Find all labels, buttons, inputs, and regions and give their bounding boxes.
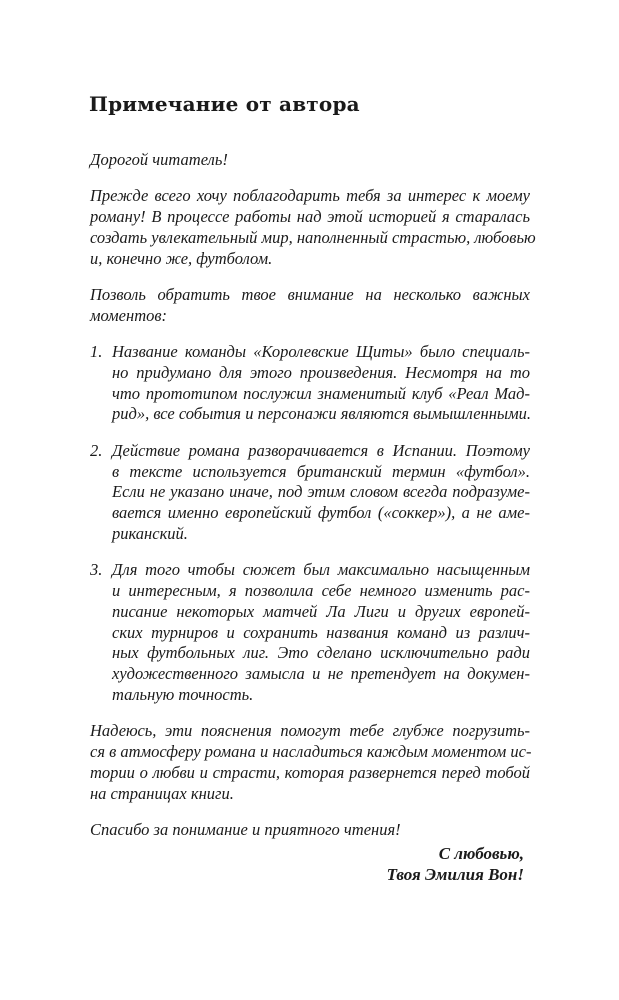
closing-line: Надеюсь, эти пояснения помогут тебе глубже погрузить- xyxy=(90,721,530,741)
list-item-line: что прототипом послужил знаменитый клуб «Реал Мад- xyxy=(112,383,530,403)
lead-line: моментов: xyxy=(90,305,168,325)
list-item-line: риканский. xyxy=(112,523,188,543)
list-item-line: ных футбольных лиг. Это сделано исключительно ради xyxy=(112,643,530,663)
note-body xyxy=(90,150,536,841)
greeting-text: Дорогой читатель! xyxy=(90,150,228,169)
list-item-line: но придумано для этого произведения. Несмотря на то xyxy=(112,362,530,382)
closing-line: тории о любви и страсти, которая развернется перед тобой xyxy=(90,762,530,782)
paragraph-gap xyxy=(90,171,530,187)
list-item-number: 2. xyxy=(90,440,103,460)
list-item-line: Название команды «Королевские Щиты» было специаль- xyxy=(112,342,530,362)
thanks-paragraph xyxy=(90,820,530,841)
intro-line: и, конечно же, футболом. xyxy=(90,248,273,268)
paragraph-gap xyxy=(90,805,530,821)
page-title: Примечание от автора xyxy=(89,92,360,116)
paragraph-gap xyxy=(90,327,530,343)
paragraph-gap xyxy=(90,425,530,441)
list-item xyxy=(90,342,530,425)
paragraph-gap xyxy=(90,269,530,285)
list-item-line: Действие романа разворачивается в Испании. Поэтому xyxy=(112,440,530,460)
list-item xyxy=(90,441,530,545)
closing-line: на страницах книги. xyxy=(90,783,234,803)
list-item-line: художественного замысла и не претендует на докумен- xyxy=(112,664,530,684)
list-item-line: писание некоторых матчей Ла Лиги и других европей- xyxy=(112,601,530,621)
intro-line: роману! В процессе работы над этой историей я старалась xyxy=(90,207,530,227)
intro-line: Прежде всего хочу поблагодарить тебя за интерес к моему xyxy=(90,186,530,206)
signature-line: Твоя Эмилия Вон! xyxy=(386,865,524,884)
list-item-number: 3. xyxy=(90,560,103,580)
list-item-line: ских турниров и сохранить названия команд из различ- xyxy=(112,622,530,642)
paragraph-gap xyxy=(90,706,530,722)
list-item xyxy=(90,560,530,706)
intro-line: создать увлекательный мир, наполненный страстью, любовью xyxy=(90,227,536,247)
intro-paragraph xyxy=(90,186,536,269)
list-item-line: и интересным, я позволила себе немного изменить рас- xyxy=(112,581,530,601)
lead-line: Позволь обратить твое внимание на несколько важных xyxy=(90,284,530,304)
thanks-text: Спасибо за понимание и приятного чтения! xyxy=(90,820,401,840)
list-item-line: вается именно европейский футбол («соккер»), а не аме- xyxy=(112,503,530,523)
list-item-line: рид», все события и персонажи являются вымышленными. xyxy=(112,404,531,424)
closing-paragraph xyxy=(90,721,530,804)
list-item-number: 1. xyxy=(90,342,103,362)
list-item-line: Для того чтобы сюжет был максимально насыщенным xyxy=(112,560,530,580)
signature-line: С любовью, xyxy=(438,844,524,863)
closing-line: ся в атмосферу романа и насладиться каждым моментом ис- xyxy=(90,742,532,762)
greeting xyxy=(90,150,530,171)
list-item-line: в тексте используется британский термин «футбол». xyxy=(112,461,530,481)
lead-paragraph xyxy=(90,285,530,327)
signature xyxy=(387,843,524,885)
list-item-line: Если не указано иначе, под этим словом всегда подразуме- xyxy=(112,482,530,502)
list-item-line: тальную точность. xyxy=(112,685,254,705)
paragraph-gap xyxy=(90,545,530,561)
